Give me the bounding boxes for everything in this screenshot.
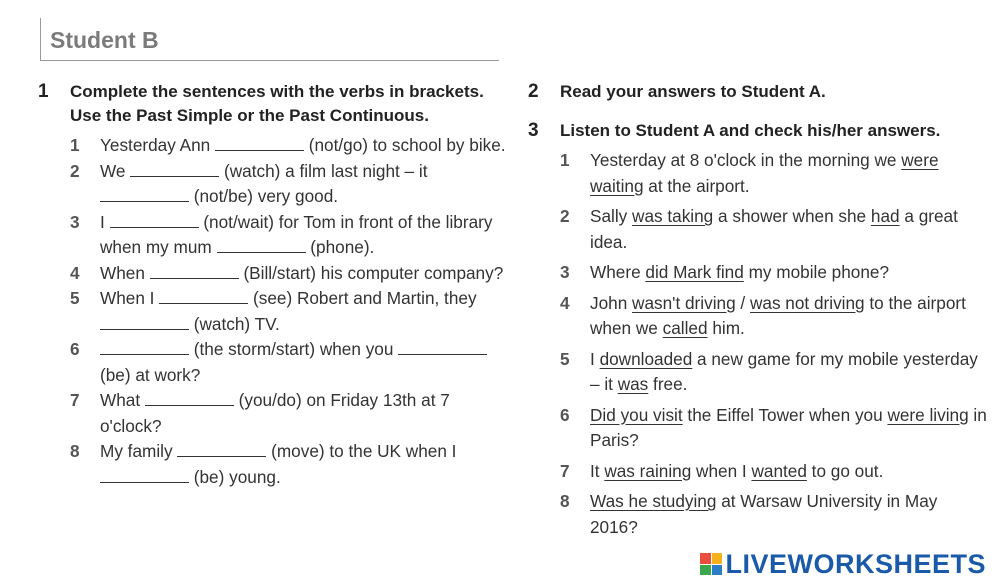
exercise-item xyxy=(38,439,508,490)
underlined-verb: were waiting xyxy=(590,150,939,196)
answer-text: Where xyxy=(590,262,646,282)
exercise-item xyxy=(38,388,508,439)
answer-blank[interactable] xyxy=(100,339,189,355)
item-text: When I xyxy=(100,288,160,308)
answer-blank[interactable] xyxy=(177,441,266,457)
task-3-list xyxy=(528,148,988,540)
item-number: 1 xyxy=(70,135,80,155)
answer-text: to go out. xyxy=(806,460,884,481)
item-number: 3 xyxy=(70,211,80,232)
answer-item xyxy=(528,148,988,199)
item-text: (move) to the UK when I xyxy=(266,441,457,461)
item-text: (see) Robert and Martin, they xyxy=(248,288,477,308)
logo-mark-icon xyxy=(700,553,722,575)
item-text: (phone). xyxy=(305,237,375,257)
item-text: (Bill/start) his computer company? xyxy=(238,262,504,283)
underlined-verb: had xyxy=(870,206,900,226)
item-text: (be) at work? xyxy=(100,364,201,385)
item-number: 8 xyxy=(70,441,80,461)
underlined-verb: downloaded xyxy=(599,348,693,369)
answer-text: a shower when she xyxy=(713,206,871,226)
underlined-verb: was taking xyxy=(632,206,714,226)
item-number: 5 xyxy=(70,288,80,308)
answer-blank[interactable] xyxy=(150,263,239,279)
answer-blank[interactable] xyxy=(100,314,189,330)
task-number: 2 xyxy=(528,81,539,102)
answer-text: Sally xyxy=(590,206,633,226)
answer-blank[interactable] xyxy=(130,161,219,177)
task-text: Read your answers to Student A. xyxy=(560,82,826,101)
item-number: 4 xyxy=(70,262,80,283)
item-text: (not/wait) for Tom in front of the library when my mum xyxy=(100,211,493,257)
task-text: Listen to Student A and check his/her answers. xyxy=(560,121,941,140)
exercise-item xyxy=(38,261,508,287)
answer-blank[interactable] xyxy=(217,237,306,253)
task-2-instruction xyxy=(528,80,988,104)
answer-item xyxy=(528,403,988,454)
logo-square-icon xyxy=(712,553,723,564)
underlined-verb: were living xyxy=(887,404,969,425)
page-header xyxy=(40,18,499,61)
task-1-list xyxy=(38,133,508,490)
answer-text: a new game for my mobile yesterday – it xyxy=(590,348,978,394)
item-number: 8 xyxy=(560,491,570,511)
item-text: (the storm/start) when you xyxy=(189,339,399,359)
item-number: 2 xyxy=(70,160,80,181)
answer-text: at Warsaw University in May 2016? xyxy=(590,491,938,537)
item-text: When xyxy=(100,262,150,283)
item-number: 4 xyxy=(560,292,570,313)
item-number: 6 xyxy=(70,339,80,359)
answer-text: free. xyxy=(648,374,688,394)
answer-blank[interactable] xyxy=(398,339,487,355)
answer-text: It xyxy=(590,460,605,481)
answer-item xyxy=(528,260,988,286)
item-text: What xyxy=(100,390,145,410)
exercise-item xyxy=(38,159,508,210)
item-number: 1 xyxy=(560,150,570,170)
task-number: 1 xyxy=(38,81,49,102)
answer-text: in Paris? xyxy=(590,404,987,450)
exercise-item xyxy=(38,133,508,159)
item-text: Yesterday Ann xyxy=(100,135,215,155)
answer-text: when I xyxy=(691,460,752,481)
answer-text: Yesterday at 8 o'clock in the morning we xyxy=(590,150,902,170)
logo-square-icon xyxy=(700,553,711,564)
exercise-1-column xyxy=(38,80,508,490)
answer-text: him. xyxy=(707,318,745,338)
logo-text: LIVEWORKSHEETS xyxy=(725,548,986,579)
underlined-verb: Did you visit xyxy=(590,404,683,425)
logo-square-icon xyxy=(712,565,723,576)
answer-item xyxy=(528,347,988,398)
answer-item xyxy=(528,291,988,342)
task-1-instruction xyxy=(38,80,508,128)
answer-text: John xyxy=(590,292,633,313)
item-text: We xyxy=(100,160,131,181)
underlined-verb: was not driving xyxy=(749,292,865,313)
item-number: 7 xyxy=(70,390,80,410)
liveworksheets-logo xyxy=(700,548,986,580)
item-text: My family xyxy=(100,441,178,461)
underlined-verb: Was he studying xyxy=(590,491,717,511)
answer-blank[interactable] xyxy=(100,186,189,202)
answer-text: the Eiffel Tower when you xyxy=(682,404,888,425)
item-text: (not/be) very good. xyxy=(189,186,339,206)
task-number: 3 xyxy=(528,120,539,141)
exercise-2-3-column xyxy=(528,80,988,545)
answer-text: a great idea. xyxy=(590,206,958,252)
item-number: 5 xyxy=(560,348,570,369)
answer-text: at the airport. xyxy=(643,175,750,196)
task-text: Complete the sentences with the verbs in brackets. Use the Past Simple or the Past Continuous. xyxy=(70,82,484,125)
answer-blank[interactable] xyxy=(145,390,234,406)
underlined-verb: wasn't driving xyxy=(632,292,736,313)
answer-text: I xyxy=(590,348,600,369)
item-number: 2 xyxy=(560,206,570,226)
underlined-verb: was xyxy=(617,374,649,394)
answer-item xyxy=(528,489,988,540)
underlined-verb: did Mark find xyxy=(645,262,744,282)
answer-blank[interactable] xyxy=(100,467,189,483)
item-number: 6 xyxy=(560,404,570,425)
exercise-item xyxy=(38,337,508,388)
underlined-verb: called xyxy=(662,318,708,338)
task-3-instruction xyxy=(528,119,988,143)
answer-text: / xyxy=(735,292,750,313)
item-text: (watch) TV. xyxy=(189,313,280,334)
item-text: (you/do) on Friday 13th at 7 o'clock? xyxy=(100,390,450,436)
exercise-item xyxy=(38,210,508,261)
page-title: Student B xyxy=(50,27,159,53)
item-number: 7 xyxy=(560,460,570,481)
answer-blank[interactable] xyxy=(215,135,304,151)
item-text: (be) young. xyxy=(189,466,281,487)
underlined-verb: wanted xyxy=(751,460,807,481)
answer-blank[interactable] xyxy=(110,212,199,228)
answer-item xyxy=(528,459,988,485)
item-text: (watch) a film last night – it xyxy=(219,160,428,181)
item-text: (not/go) to school by bike. xyxy=(304,135,506,155)
answer-text: my mobile phone? xyxy=(743,262,890,282)
underlined-verb: was raining xyxy=(604,460,692,481)
exercise-item xyxy=(38,286,508,337)
answer-blank[interactable] xyxy=(159,288,248,304)
answer-item xyxy=(528,204,988,255)
item-number: 3 xyxy=(560,262,570,282)
logo-square-icon xyxy=(700,565,711,576)
item-text: I xyxy=(100,211,110,232)
answer-text: to the airport when we xyxy=(590,292,966,338)
